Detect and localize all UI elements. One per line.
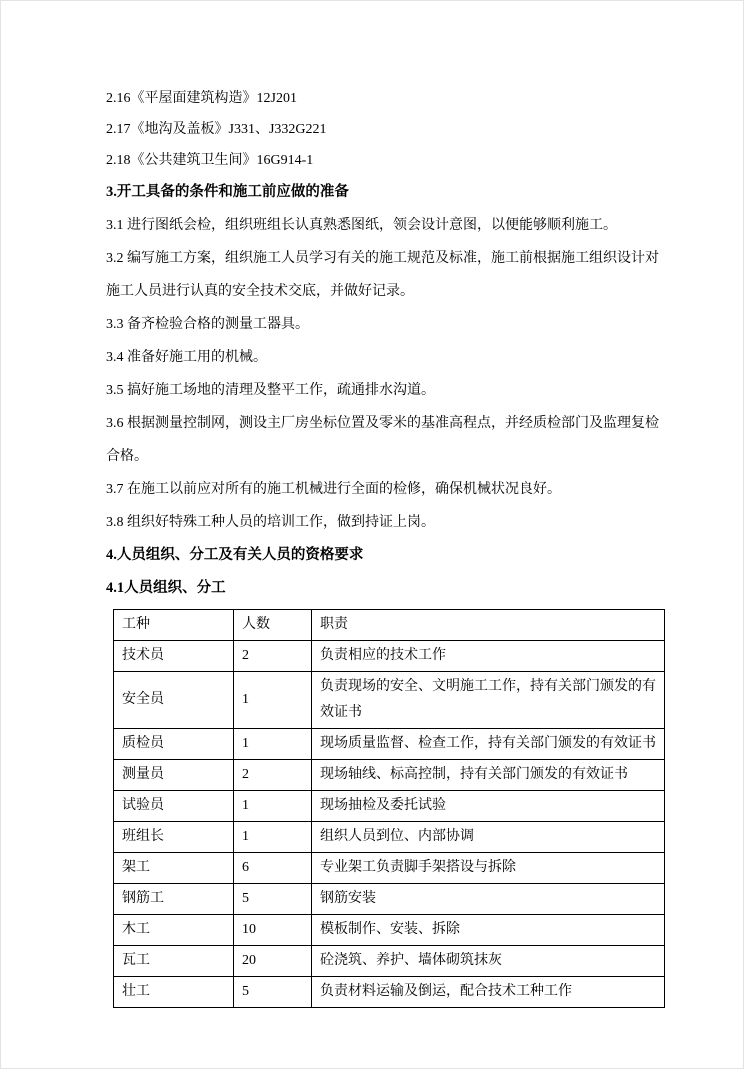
table-cell: 试验员	[114, 791, 234, 822]
table-cell: 壮工	[114, 977, 234, 1008]
paragraph: 3.7 在施工以前应对所有的施工机械进行全面的检修，确保机械状况良好。	[106, 482, 561, 497]
table-cell: 1	[234, 822, 312, 853]
section3-heading: 3.开工具备的条件和施工前应做的准备	[106, 184, 349, 200]
table-cell: 质检员	[114, 729, 234, 760]
table-row	[114, 946, 665, 977]
table-header-cell: 人数	[234, 610, 312, 641]
table-row	[114, 791, 665, 822]
table-row	[114, 672, 665, 729]
table-cell: 瓦工	[114, 946, 234, 977]
table-header-cell: 工种	[114, 610, 234, 641]
section4-heading: 4.人员组织、分工及有关人员的资格要求	[106, 547, 364, 563]
table-cell: 木工	[114, 915, 234, 946]
table-cell: 5	[234, 977, 312, 1008]
paragraph: 3.3 备齐检验合格的测量工器具。	[106, 317, 309, 332]
table-cell: 现场抽检及委托试验	[312, 791, 665, 822]
table-row	[114, 977, 665, 1008]
table-cell: 负责材料运输及倒运，配合技术工种工作	[312, 977, 665, 1008]
table-cell: 班组长	[114, 822, 234, 853]
table-row	[114, 884, 665, 915]
table-cell: 20	[234, 946, 312, 977]
reference-item: 2.17《地沟及盖板》J331、J332G221	[106, 122, 327, 137]
table-row	[114, 915, 665, 946]
table-row	[114, 853, 665, 884]
table-cell: 10	[234, 915, 312, 946]
section3-body	[106, 209, 659, 539]
table-cell: 专业架工负责脚手架搭设与拆除	[312, 853, 665, 884]
table-cell: 2	[234, 760, 312, 791]
table-cell: 钢筋工	[114, 884, 234, 915]
table-cell: 5	[234, 884, 312, 915]
paragraph: 3.2 编写施工方案，组织施工人员学习有关的施工规范及标准，施工前根据施工组织设计对施工人员进行认真的安全技术交底，并做好记录。	[106, 251, 659, 299]
table-cell: 现场轴线、标高控制，持有关部门颁发的有效证书	[312, 760, 665, 791]
table-cell: 安全员	[114, 672, 234, 729]
table-cell: 1	[234, 791, 312, 822]
table-cell: 架工	[114, 853, 234, 884]
reference-item: 2.16《平屋面建筑构造》12J201	[106, 91, 297, 106]
paragraph: 3.8 组织好特殊工种人员的培训工作，做到持证上岗。	[106, 515, 435, 530]
table-row	[114, 729, 665, 760]
personnel-table	[113, 609, 665, 1008]
table-cell: 6	[234, 853, 312, 884]
table-cell: 1	[234, 729, 312, 760]
paragraph: 3.1 进行图纸会检，组织班组长认真熟悉图纸，领会设计意图，以便能够顺利施工。	[106, 218, 617, 233]
table-cell: 钢筋安装	[312, 884, 665, 915]
section4-subheading: 4.1人员组织、分工	[106, 580, 226, 596]
table-cell: 现场质量监督、检查工作，持有关部门颁发的有效证书	[312, 729, 665, 760]
paragraph: 3.6 根据测量控制网，测设主厂房坐标位置及零米的基准高程点，并经质检部门及监理复检合格。	[106, 416, 659, 464]
table-row	[114, 760, 665, 791]
table-cell: 模板制作、安装、拆除	[312, 915, 665, 946]
table-row	[114, 641, 665, 672]
table-cell: 砼浇筑、养护、墙体砌筑抹灰	[312, 946, 665, 977]
table-cell: 负责相应的技术工作	[312, 641, 665, 672]
table-cell: 组织人员到位、内部协调	[312, 822, 665, 853]
reference-item: 2.18《公共建筑卫生间》16G914-1	[106, 153, 314, 168]
table-header-row	[114, 610, 665, 641]
reference-list	[106, 83, 659, 176]
paragraph: 3.5 搞好施工场地的清理及整平工作，疏通排水沟道。	[106, 383, 435, 398]
table-cell: 2	[234, 641, 312, 672]
table-header-cell: 职责	[312, 610, 665, 641]
table-cell: 测量员	[114, 760, 234, 791]
table-cell: 负责现场的安全、文明施工工作，持有关部门颁发的有效证书	[312, 672, 665, 729]
table-cell: 1	[234, 672, 312, 729]
table-row	[114, 822, 665, 853]
paragraph: 3.4 准备好施工用的机械。	[106, 350, 267, 365]
table-cell: 技术员	[114, 641, 234, 672]
